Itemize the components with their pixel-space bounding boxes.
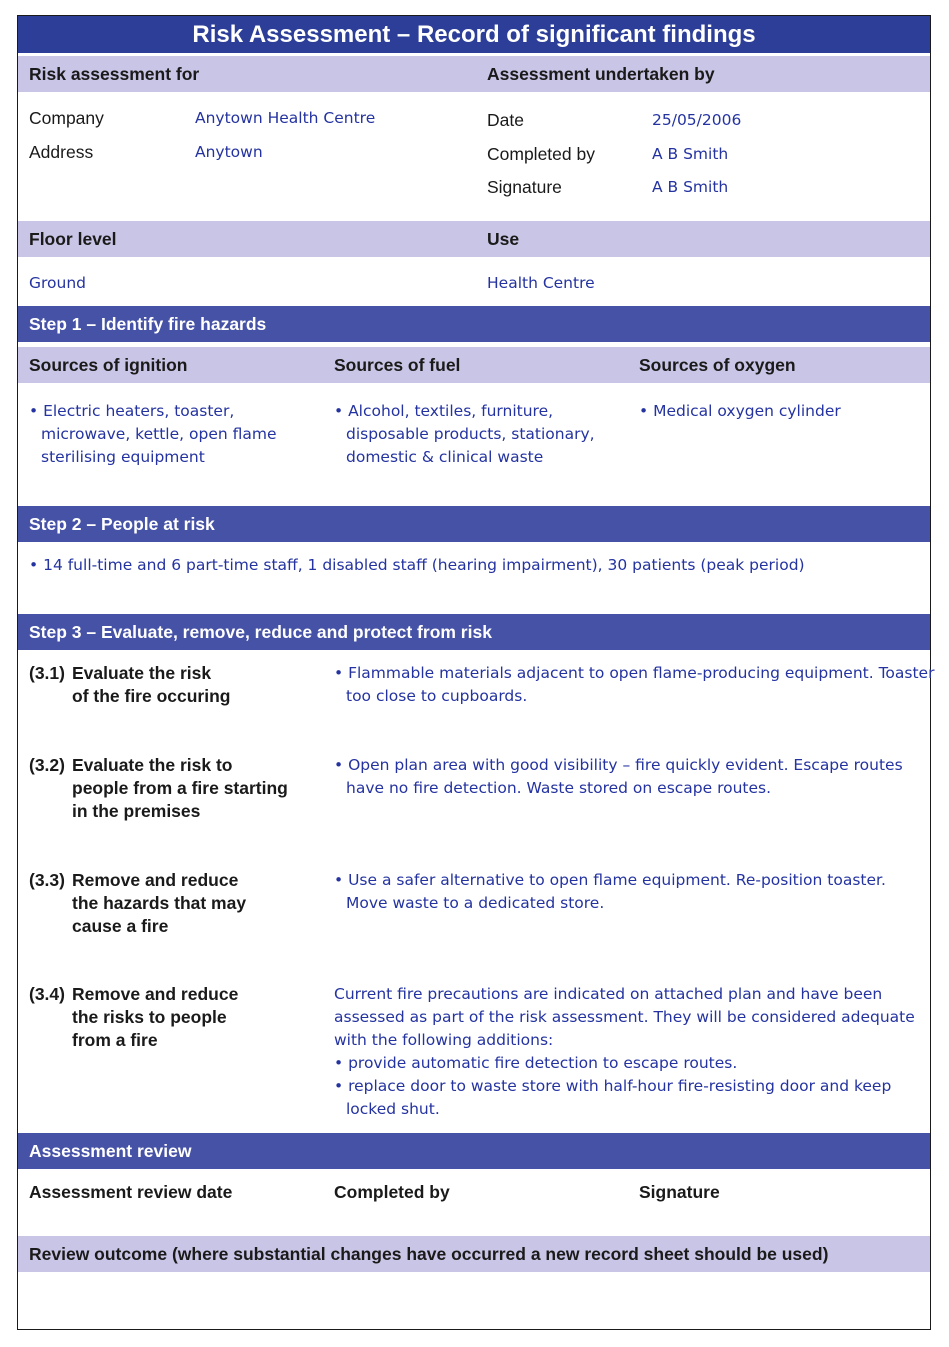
review-outcome-label: Review outcome (where substantial changes have occurred a new record sheet should be used) — [18, 1236, 930, 1272]
form-title: Risk Assessment – Record of significant findings — [18, 16, 930, 53]
question-number: (3.4) — [29, 984, 65, 1004]
oxygen-label: Sources of oxygen — [639, 355, 796, 375]
question-text: of the fire occuring — [72, 686, 231, 706]
address-value: Anytown — [195, 143, 263, 161]
assessment-undertaken-by-label: Assessment undertaken by — [487, 64, 715, 84]
step2-heading: Step 2 – People at risk — [18, 506, 930, 542]
use-label: Use — [487, 229, 520, 249]
step3-answer-3: • Use a safer alternative to open flame equipment. Re-position toaster. Move waste to a dedicated store. — [334, 869, 916, 915]
date-value: 25/05/2006 — [652, 111, 742, 129]
fuel-text: • Alcohol, textiles, furniture, disposable products, stationary, domestic & clinical waste — [334, 400, 618, 469]
question-text: people from a fire starting — [72, 778, 288, 798]
step3-question-1 — [29, 662, 319, 708]
floor-level-value: Ground — [29, 274, 87, 292]
question-text: the risks to people — [72, 1007, 227, 1027]
review-date-label: Assessment review date — [29, 1182, 233, 1202]
floor-use-label-bar — [18, 221, 930, 257]
question-number: (3.1) — [29, 663, 65, 683]
question-number: (3.3) — [29, 870, 65, 890]
ignition-text: • Electric heaters, toaster, microwave, kettle, open flame sterilising equipment — [29, 400, 291, 469]
question-text: cause a fire — [72, 916, 169, 936]
step3-question-4 — [29, 983, 319, 1052]
risk-assessment-for-label: Risk assessment for — [29, 64, 200, 84]
floor-level-label: Floor level — [29, 229, 117, 249]
company-value: Anytown Health Centre — [195, 109, 376, 127]
use-value: Health Centre — [487, 274, 595, 292]
review-completed-by-label: Completed by — [334, 1182, 450, 1202]
oxygen-text: • Medical oxygen cylinder — [639, 400, 931, 423]
signature-label: Signature — [487, 177, 562, 197]
review-signature-label: Signature — [639, 1182, 720, 1202]
answer-bullet: • replace door to waste store with half-hour fire-resisting door and keep locked shut. — [334, 1075, 920, 1121]
step1-heading: Step 1 – Identify fire hazards — [18, 306, 930, 342]
step3-heading: Step 3 – Evaluate, remove, reduce and protect from risk — [18, 614, 930, 650]
step3-answer-4 — [334, 983, 920, 1121]
signature-value: A B Smith — [652, 178, 729, 196]
question-text: in the premises — [72, 801, 201, 821]
ignition-label: Sources of ignition — [29, 355, 188, 375]
completed-by-label: Completed by — [487, 144, 595, 164]
step3-answer-2: • Open plan area with good visibility – fire quickly evident. Escape routes have no fire detection. Waste stored on escape routes. — [334, 754, 930, 800]
date-label: Date — [487, 110, 524, 130]
question-text: Evaluate the risk — [72, 663, 212, 683]
question-text: from a fire — [72, 1030, 158, 1050]
completed-by-value: A B Smith — [652, 145, 729, 163]
fuel-label: Sources of fuel — [334, 355, 461, 375]
question-number: (3.2) — [29, 755, 65, 775]
answer-bullet: • provide automatic fire detection to escape routes. — [334, 1052, 920, 1075]
address-label: Address — [29, 142, 94, 162]
step3-question-3 — [29, 869, 319, 938]
question-text: the hazards that may — [72, 893, 247, 913]
step2-text: • 14 full-time and 6 part-time staff, 1 disabled staff (hearing impairment), 30 patients (peak period) — [29, 554, 931, 577]
review-heading: Assessment review — [18, 1133, 930, 1169]
step3-answer-1: • Flammable materials adjacent to open flame-producing equipment. Toaster too close to cupboards. — [334, 662, 946, 708]
question-text: Remove and reduce — [72, 984, 239, 1004]
answer-intro: Current fire precautions are indicated on attached plan and have been assessed as part of the risk assessment. They will be considered adequate with the following additions: — [334, 985, 915, 1049]
question-text: Evaluate the risk to — [72, 755, 233, 775]
question-text: Remove and reduce — [72, 870, 239, 890]
step3-question-2 — [29, 754, 319, 823]
company-label: Company — [29, 108, 104, 128]
